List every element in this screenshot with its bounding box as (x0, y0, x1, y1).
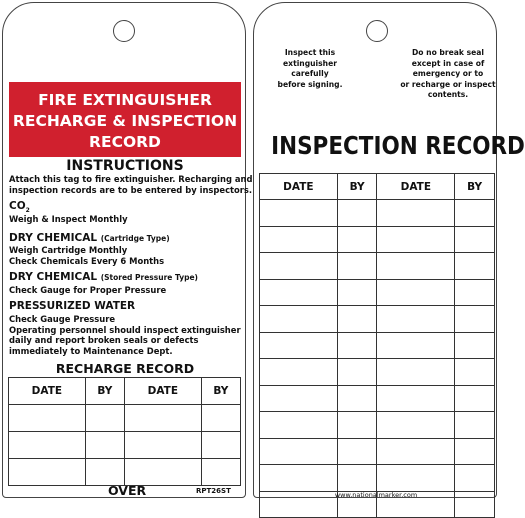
table-cell[interactable] (377, 359, 455, 386)
table-cell[interactable] (260, 306, 338, 333)
table-cell[interactable] (337, 200, 377, 227)
section-line: Check Gauge for Proper Pressure (9, 285, 167, 295)
table-cell[interactable] (260, 438, 338, 465)
table-header-row (9, 378, 241, 405)
column-header-date: DATE (124, 378, 201, 405)
section-line: Operating personnel should inspect extinguisher (9, 324, 241, 335)
section-line: daily and report broken seals or defects (9, 335, 199, 345)
table-cell[interactable] (9, 432, 86, 459)
table-cell[interactable] (377, 226, 455, 253)
instructions-heading: INSTRUCTIONS (66, 158, 184, 174)
section-body (9, 245, 245, 266)
section-heading-text: PRESSURIZED WATER (9, 300, 136, 312)
table-cell[interactable] (455, 253, 495, 280)
section-heading-dry-chemical-stored (9, 271, 198, 283)
column-header-date: DATE (377, 174, 455, 200)
section-body (9, 285, 245, 296)
table-header-row (260, 174, 495, 200)
table-row (9, 459, 241, 486)
table-cell[interactable] (9, 459, 86, 486)
section-body (9, 214, 245, 225)
table-cell[interactable] (201, 432, 240, 459)
section-heading-note: (Stored Pressure Type) (100, 273, 198, 282)
table-cell[interactable] (455, 200, 495, 227)
section-heading-subscript: 2 (25, 207, 30, 215)
table-cell[interactable] (455, 226, 495, 253)
table-row (260, 438, 495, 465)
intro-text (9, 174, 253, 195)
column-header-date: DATE (9, 378, 86, 405)
table-row (260, 279, 495, 306)
table-cell[interactable] (377, 306, 455, 333)
table-cell[interactable] (455, 279, 495, 306)
table-cell[interactable] (377, 332, 455, 359)
table-row (260, 385, 495, 412)
table-row (260, 306, 495, 333)
table-cell[interactable] (455, 385, 495, 412)
hanging-hole (366, 20, 388, 42)
column-header-by: BY (455, 174, 495, 200)
column-header-by: BY (337, 174, 377, 200)
section-heading-co2 (9, 200, 30, 214)
table-cell[interactable] (260, 200, 338, 227)
table-cell[interactable] (260, 332, 338, 359)
website-url: www.nationalmarker.com (334, 491, 418, 499)
inspect-note (266, 48, 354, 90)
section-heading-dry-chemical-cartridge (9, 232, 170, 244)
table-cell[interactable] (455, 359, 495, 386)
section-heading-pressurized-water (9, 300, 135, 312)
back-tag (253, 2, 525, 499)
table-cell[interactable] (377, 385, 455, 412)
column-header-by: BY (201, 378, 240, 405)
section-line: immediately to Maintenance Dept. (9, 345, 173, 356)
table-row (260, 359, 495, 386)
note-line: before signing. (277, 79, 343, 89)
table-row (9, 432, 241, 459)
table-cell[interactable] (337, 332, 377, 359)
table-cell[interactable] (455, 306, 495, 333)
table-cell[interactable] (260, 412, 338, 439)
intro-line: inspection records are to be entered by inspectors. (9, 184, 253, 195)
table-cell[interactable] (260, 465, 338, 492)
table-cell[interactable] (455, 465, 495, 492)
table-cell[interactable] (337, 359, 377, 386)
table-cell[interactable] (260, 359, 338, 386)
table-cell[interactable] (85, 432, 124, 459)
table-cell[interactable] (124, 405, 201, 432)
section-line: Check Gauge Pressure (9, 314, 116, 324)
table-cell[interactable] (337, 412, 377, 439)
table-cell[interactable] (85, 459, 124, 486)
table-cell[interactable] (455, 332, 495, 359)
note-line: Inspect this (284, 48, 336, 57)
table-cell[interactable] (337, 253, 377, 280)
table-cell[interactable] (337, 306, 377, 333)
inspection-record-title: INSPECTION RECORD (271, 131, 525, 160)
tag-title-banner (9, 82, 241, 157)
table-cell[interactable] (124, 432, 201, 459)
table-row (260, 200, 495, 227)
table-cell[interactable] (260, 226, 338, 253)
intro-line: Attach this tag to fire extinguisher. Recharging and (9, 174, 253, 184)
front-tag (2, 2, 253, 498)
table-cell[interactable] (377, 438, 455, 465)
title-line: RECHARGE & INSPECTION (12, 112, 238, 130)
table-cell[interactable] (377, 465, 455, 492)
title-line: FIRE EXTINGUISHER (38, 91, 212, 109)
note-line: carefully (291, 69, 329, 78)
section-heading-note: (Cartridge Type) (100, 234, 170, 243)
section-body (9, 314, 245, 356)
table-cell[interactable] (337, 465, 377, 492)
inspection-record-table (259, 173, 495, 518)
table-cell[interactable] (455, 438, 495, 465)
table-cell[interactable] (9, 405, 86, 432)
table-cell[interactable] (455, 412, 495, 439)
table-cell[interactable] (337, 279, 377, 306)
table-cell[interactable] (85, 405, 124, 432)
hanging-hole (113, 20, 135, 42)
table-row (260, 412, 495, 439)
table-cell[interactable] (124, 459, 201, 486)
title-line: RECORD (89, 133, 161, 151)
table-cell[interactable] (201, 405, 240, 432)
table-cell[interactable] (337, 385, 377, 412)
section-heading-text: DRY CHEMICAL (9, 232, 98, 244)
over-label: OVER (108, 483, 147, 498)
table-row (260, 465, 495, 492)
section-heading-text: DRY CHEMICAL (9, 271, 98, 283)
table-cell[interactable] (260, 385, 338, 412)
table-cell[interactable] (377, 253, 455, 280)
note-line: Do no break seal (412, 48, 484, 57)
product-code: RPT26ST (196, 487, 231, 495)
table-row (260, 253, 495, 280)
table-cell[interactable] (377, 412, 455, 439)
seal-note (400, 48, 496, 101)
table-cell[interactable] (337, 226, 377, 253)
table-row (260, 226, 495, 253)
recharge-record-heading: RECHARGE RECORD (55, 361, 195, 376)
column-header-date: DATE (260, 174, 338, 200)
table-row (260, 332, 495, 359)
section-line: Check Chemicals Every 6 Months (9, 255, 165, 266)
recharge-record-table (8, 377, 241, 486)
section-line: Weigh Cartridge Monthly (9, 245, 128, 255)
table-cell[interactable] (260, 279, 338, 306)
table-cell[interactable] (260, 253, 338, 280)
note-line: emergency or to (412, 69, 484, 78)
section-line: Weigh & Inspect Monthly (9, 214, 128, 224)
column-header-by: BY (85, 378, 124, 405)
table-cell[interactable] (201, 459, 240, 486)
note-line: extinguisher (283, 58, 337, 68)
section-heading-text: CO (9, 200, 26, 212)
table-cell[interactable] (377, 279, 455, 306)
note-line: contents. (427, 90, 469, 99)
table-row (9, 405, 241, 432)
note-line: or recharge or inspect (400, 79, 496, 89)
note-line: except in case of (411, 58, 485, 68)
table-cell[interactable] (337, 438, 377, 465)
table-cell[interactable] (377, 200, 455, 227)
